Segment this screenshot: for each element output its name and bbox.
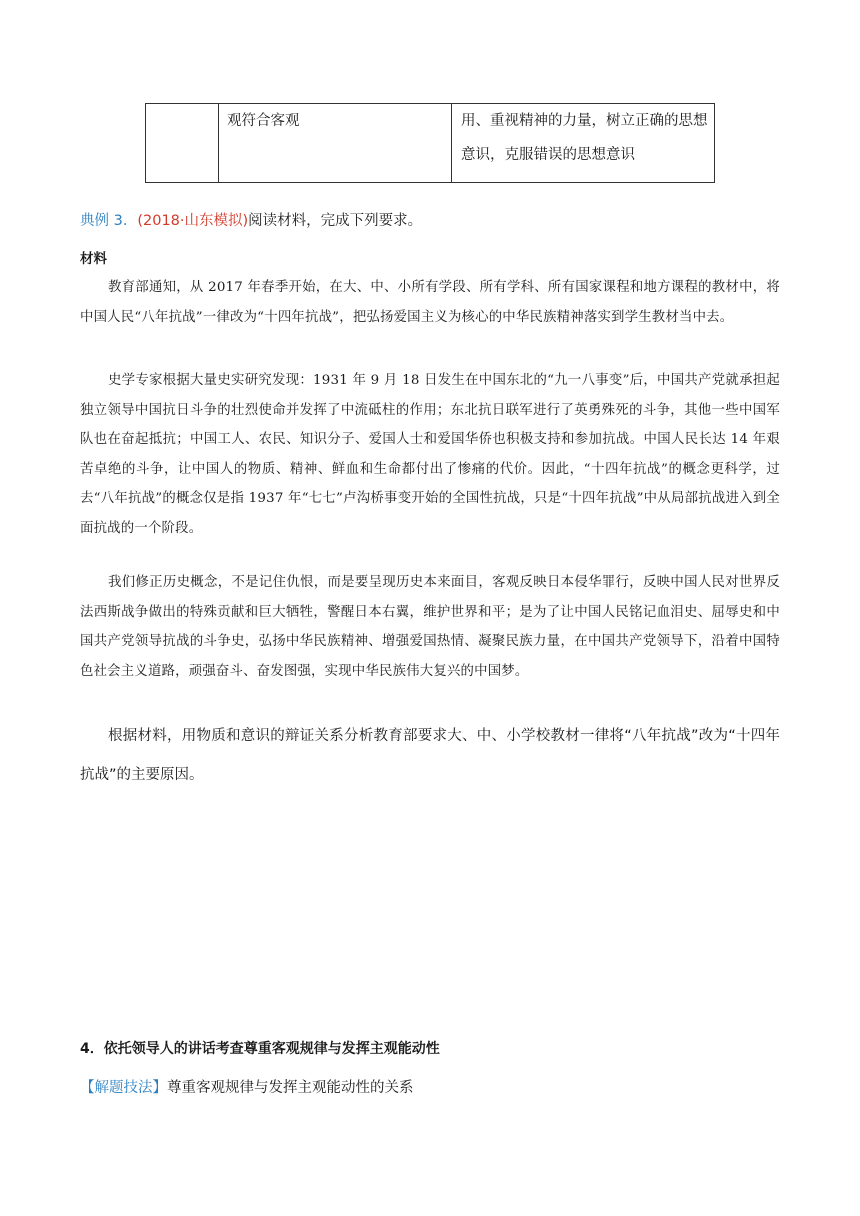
cell-text-line: 意识，克服错误的思想意识	[461, 147, 635, 163]
table-row	[146, 104, 715, 183]
method-tag: 【解题技法】	[80, 1080, 167, 1096]
question-text: 根据材料，用物质和意识的辩证关系分析教育部要求大、中、小学校教材一律将“八年抗战”改为“十四年抗战”的主要原因。	[80, 728, 780, 783]
section-title: 4．依托领导人的讲话考查尊重客观规律与发挥主观能动性	[80, 1041, 440, 1057]
cell-text-line: 用、重视精神的力量，树立正确的思想	[461, 113, 708, 129]
material-label: 材料	[80, 251, 107, 267]
method-text: 尊重客观规律与发挥主观能动性的关系	[167, 1080, 414, 1096]
material-paragraph: 史学专家根据大量史实研究发现：1931 年 9 月 18 日发生在中国东北的“九一八事变”后，中国共产党就承担起独立领导中国抗日斗争的壮烈使命并发挥了中流砥柱的作用；东北抗日联军进行了英勇殊死的斗争，其他一些中国军队也在奋起抵抗；中国工人、农民、知识分子、爱国人士和爱国华侨也积极支持和参加抗战。中国人民长达 14 年艰苦卓绝的斗争，让中国人的物质、精神、鲜血和生命都付出了惨痛的代价。因此，“十四年抗战”的概念更科学，过去“八年抗战”的概念仅是指 1937 年“七七”卢沟桥事变开始的全国性抗战，只是“十四年抗战”中从局部抗战进入到全面抗战的一个阶段。	[80, 373, 780, 536]
table-cell-empty	[146, 104, 219, 183]
table-cell-method	[452, 104, 715, 183]
table-cell-consciousness	[219, 104, 452, 183]
method-line	[80, 1076, 414, 1097]
cell-text: 观符合客观	[227, 113, 300, 129]
example-number: 典例 3．	[80, 213, 138, 229]
answer-table-fragment	[145, 103, 715, 183]
material-paragraph: 我们修正历史概念，不是记住仇恨，而是要呈现历史本来面目，客观反映日本侵华罪行，反映中国人民对世界反法西斯战争做出的特殊贡献和巨大牺牲，警醒日本右翼，维护世界和平；是为了让中国人民铭记血泪史、屈辱史和中国共产党领导抗战的斗争史，弘扬中华民族精神、增强爱国热情、凝聚民族力量，在中国共产党领导下，沿着中国特色社会主义道路，顽强奋斗、奋发图强，实现中华民族伟大复兴的中国梦。	[80, 575, 780, 679]
example-heading	[80, 210, 422, 232]
example-instruction: 阅读材料，完成下列要求。	[248, 213, 423, 229]
example-source: (2018·山东模拟)	[137, 213, 249, 229]
material-paragraph: 教育部通知，从 2017 年春季开始，在大、中、小所有学段、所有学科、所有国家课程和地方课程的教材中，将中国人民“八年抗战”一律改为“十四年抗战”，把弘扬爱国主义为核心的中华民族精神落实到学生教材当中去。	[80, 280, 780, 325]
